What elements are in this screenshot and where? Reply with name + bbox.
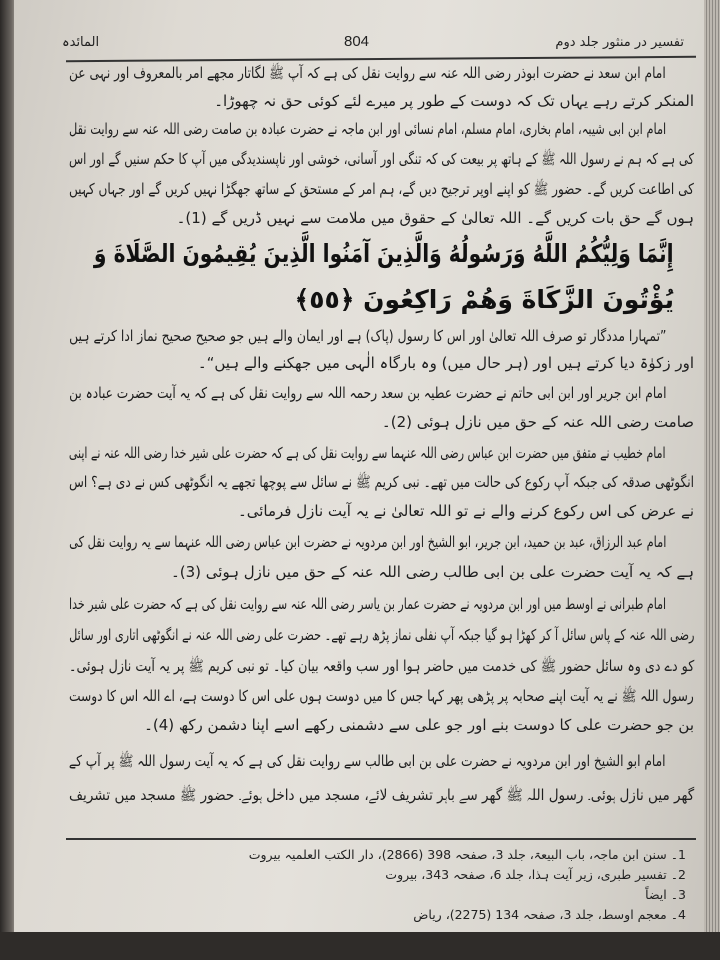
book-page xyxy=(14,0,704,935)
text-line: امام طبرانی نے اوسط میں اور ابن مردویہ نے حضرت عمار بن یاسر رضی اللہ عنہ سے روایت نقل کی ہے کہ حضرت علی شیر خدا xyxy=(68,595,666,613)
page-number: 804 xyxy=(344,33,370,50)
footnote-1: 1۔ سنن ابن ماجہ، باب البیعۃ، جلد 3، صفحہ 398 (2866)، دار الکتب العلمیہ بیروت xyxy=(248,847,686,862)
text-line: ”تمہارا مددگار تو صرف اللہ تعالیٰ اور اس کا رسول (پاک) ہے اور ایمان والے ہیں جو صحیح صحیح نماز ادا کرتے ہیں xyxy=(68,327,666,345)
footnote-rule xyxy=(66,838,696,840)
quran-verse-line: يُؤْتُونَ الزَّكَاةَ وَهُمْ رَاكِعُونَ ﴿٥٥﴾ xyxy=(294,285,674,314)
text-line: کی اطاعت کریں گے۔ حضور ﷺ کو اپنے اوپر ترجیح دیں گے، ہم امر کے مستحق کے ساتھ جھگڑا نہیں کریں گے اور جہاں کہیں xyxy=(69,180,694,198)
text-line: امام عبد الرزاق، عبد بن حمید، ابن جریر، ابو الشیخ اور ابن مردویہ نے حضرت ابن عباس رضی اللہ عنہما سے یہ روایت نقل کی xyxy=(68,533,666,551)
footnote-3: 3۔ ایضاً xyxy=(645,887,686,902)
text-line: نے عرض کی اس رکوع کرنے والے نے تو اللہ تعالیٰ نے یہ آیت نازل فرمائی۔ xyxy=(237,502,694,520)
running-title-surah: المائدہ xyxy=(62,35,100,50)
text-line: امام ابن ابی شیبہ، امام بخاری، امام مسلم، امام نسائی اور ابن ماجہ نے حضرت عبادہ بن صامت رضی اللہ عنہ سے روایت نقل xyxy=(68,120,666,138)
text-line: امام ابو الشیخ اور ابن مردویہ نے حضرت علی بن ابی طالب سے روایت نقل کی ہے کہ یہ آیت رسول اللہ ﷺ پر آپ کے xyxy=(69,752,666,770)
text-line: کو دے دی وہ سائل حضور ﷺ کی خدمت میں حاضر ہوا اور سب واقعہ بیان کیا۔ تو نبی کریم ﷺ پر یہ آیت نازل ہوئی۔ xyxy=(68,657,694,675)
text-line: امام ابن جریر اور ابن ابی حاتم نے حضرت عطیہ بن سعد رحمہ اللہ سے روایت نقل کی ہے کہ یہ آیت حضرت عبادہ بن xyxy=(68,384,666,402)
text-line: گھر میں نازل ہوئی۔ رسول اللہ ﷺ گھر سے باہر تشریف لائے، مسجد میں داخل ہوئے۔ حضور ﷺ مسجد میں تشریف xyxy=(68,786,694,804)
text-line: رسول اللہ ﷺ نے یہ آیت اپنے صحابہ پر پڑھی پھر کہا جس کا میں دوست ہوں علی اس کا دوست ہے، اے اللہ اس کا دوست xyxy=(69,687,694,705)
quran-verse-line: إِنَّمَا وَلِيُّكُمُ اللَّهُ وَرَسُولُهُ وَالَّذِينَ آمَنُوا الَّذِينَ يُقِيمُونَ الصَّلَاةَ وَ xyxy=(94,239,674,268)
text-line: اور زکوٰۃ دیا کرتے ہیں اور (ہر حال میں) وہ بارگاہ الٰہی میں جھکنے والے ہیں“۔ xyxy=(197,354,694,372)
page-stack-edge xyxy=(704,0,720,960)
text-line: بن جو حضرت علی کا دوست بنے اور جو علی سے دشمنی رکھے اسے اپنا دشمن رکھ (4)۔ xyxy=(144,716,694,734)
text-line: ہے کہ یہ آیت حضرت علی بن ابی طالب رضی اللہ عنہ کے حق میں نازل ہوئی (3)۔ xyxy=(170,563,694,581)
text-line: امام خطیب نے متفق میں حضرت ابن عباس رضی اللہ عنہما سے روایت نقل کی ہے کہ حضرت علی شیر خدا رضی اللہ عنہ نے اپنی xyxy=(69,444,666,462)
footnote-4: 4۔ معجم اوسط، جلد 3، صفحہ 134 (2275)، ریاض xyxy=(413,907,686,922)
text-line: المنکر کرتے رہے یہاں تک کہ دوست کے طور پر میرے لئے کوئی حق نہ چھوڑا۔ xyxy=(214,92,694,110)
running-title-book: تفسیر در منثور جلد دوم xyxy=(555,35,684,50)
text-line: رضی اللہ عنہ کے پاس سائل آ کر کھڑا ہو گیا جبکہ آپ نفلی نماز پڑھ رہے تھے۔ حضرت علی رضی اللہ عنہ نے انگوٹھی اتاری اور سائل xyxy=(68,626,694,644)
text-line: کی ہے کہ ہم نے رسول اللہ ﷺ کے ہاتھ پر بیعت کی کہ تنگی اور آسانی، خوشی اور ناپسندیدگی میں آپ کا حکم سنیں گے اور اس xyxy=(68,150,694,168)
text-line: امام ابن سعد نے حضرت ابوذر رضی اللہ عنہ سے روایت نقل کی ہے کہ آپ ﷺ لگاتار مجھے امر بالمعروف اور نہی عن xyxy=(69,64,666,82)
text-line: ہوں گے حق بات کریں گے۔ اللہ تعالیٰ کے حقوق میں ملامت سے نہیں ڈریں گے (1)۔ xyxy=(176,209,694,227)
footnote-2: 2۔ تفسیر طبری، زیر آیت ہذا، جلد 6، صفحہ 343، بیروت xyxy=(385,867,686,882)
text-line: صامت رضی اللہ عنہ کے حق میں نازل ہوئی (2)۔ xyxy=(381,413,694,431)
text-line: انگوٹھی صدقہ کی جبکہ آپ رکوع کی حالت میں تھے۔ نبی کریم ﷺ نے سائل سے پوچھا تجھے یہ انگوٹھی کس نے دی ہے؟ اس xyxy=(68,473,694,491)
table-surface xyxy=(0,932,720,960)
